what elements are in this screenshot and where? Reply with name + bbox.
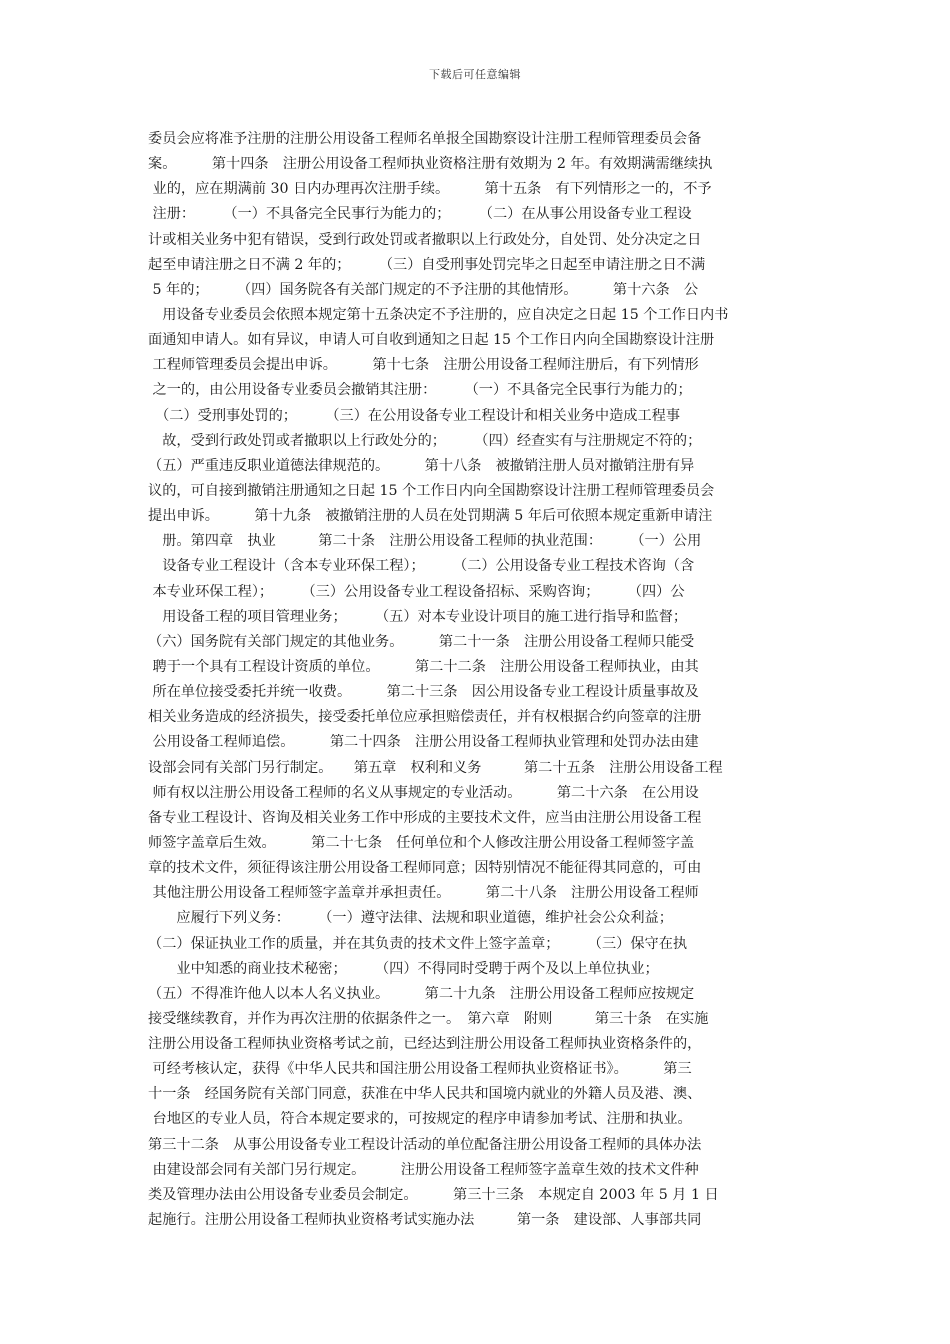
document-line: 接受继续教育，并作为再次注册的依据条件之一。 第六章 附则 第三十条 在实施 <box>148 1010 709 1027</box>
document-line: 起施行。注册公用设备工程师执业资格考试实施办法 第一条 建设部、人事部共同 <box>148 1212 702 1229</box>
document-line: 台地区的专业人员，符合本规定要求的，可按规定的程序申请参加考试、注册和执业。 <box>148 1111 692 1128</box>
document-line: 所在单位接受委托并统一收费。 第二十三条 因公用设备专业工程设计质量事故及 <box>148 684 699 701</box>
document-line: 工程师管理委员会提出申诉。 第十七条 注册公用设备工程师注册后，有下列情形 <box>148 357 699 374</box>
document-line: 设备专业工程设计（含本专业环保工程）； （二）公用设备专业工程技术咨询（含 <box>148 558 695 575</box>
document-line: 章的技术文件，须征得该注册公用设备工程师同意；因特别情况不能征得其同意的，可由 <box>148 860 702 877</box>
document-line: 业中知悉的商业技术秘密； （四）不得同时受聘于两个及以上单位执业； <box>148 960 659 977</box>
document-line: 提出申诉。 第十九条 被撤销注册的人员在处罚期满 5 年后可依照本规定重新申请注 <box>148 508 713 525</box>
document-line: 设部会同有关部门另行制定。 第五章 权利和义务 第二十五条 注册公用设备工程 <box>148 759 723 776</box>
document-line: （二）受刑事处罚的； （三）在公用设备专业工程设计和相关业务中造成工程事 <box>148 407 681 424</box>
document-line: 由建设部会同有关部门另行规定。 注册公用设备工程师签字盖章生效的技术文件种 <box>148 1161 699 1178</box>
document-line: （六）国务院有关部门规定的其他业务。 第二十一条 注册公用设备工程师只能受 <box>148 633 695 650</box>
page-header: 下载后可任意编辑 <box>429 68 521 81</box>
document-line: 聘于一个具有工程设计资质的单位。 第二十二条 注册公用设备工程师执业，由其 <box>148 658 699 675</box>
document-line: 师签字盖章后生效。 第二十七条 任何单位和个人修改注册公用设备工程师签字盖 <box>148 834 695 851</box>
document-line: 委员会应将准予注册的注册公用设备工程师名单报全国勘察设计注册工程师管理委员会备 <box>148 131 702 147</box>
document-line: 议的，可自接到撤销注册通知之日起 15 个工作日内向全国勘察设计注册工程师管理委员会 <box>148 482 715 499</box>
document-line: 应履行下列义务： （一）遵守法律、法规和职业道德，维护社会公众利益； <box>148 910 673 927</box>
document-line: 十一条 经国务院有关部门同意，获准在中华人民共和国境内就业的外籍人员及港、澳、 <box>148 1086 702 1103</box>
document-line: 案。 第十四条 注册公用设备工程师执业资格注册有效期为 2 年。有效期满需继续执 <box>148 156 713 173</box>
document-line: 之一的，由公用设备专业委员会撤销其注册： （一）不具备完全民事行为能力的； <box>148 382 692 399</box>
document-line: （二）保证执业工作的质量，并在其负责的技术文件上签字盖章； （三）保守在执 <box>148 935 688 952</box>
document-line: 5 年的； （四）国务院各有关部门规定的不予注册的其他情形。 第十六条 公 <box>148 281 699 298</box>
document-line: 公用设备工程师追偿。 第二十四条 注册公用设备工程师执业管理和处罚办法由建 <box>148 734 699 751</box>
document-line: 备专业工程设计、咨询及相关业务工作中形成的主要技术文件，应当由注册公用设备工程 <box>148 809 702 826</box>
document-line: 册。第四章 执业 第二十条 注册公用设备工程师的执业范围： （一）公用 <box>148 533 702 550</box>
document-line: 注册公用设备工程师执业资格考试之前，已经达到注册公用设备工程师执业资格条件的， <box>148 1036 702 1053</box>
document-line: 故，受到行政处罚或者撤职以上行政处分的； （四）经查实有与注册规定不符的； <box>148 432 702 449</box>
document-line: （五）不得准许他人以本人名义执业。 第二十九条 注册公用设备工程师应按规定 <box>148 985 695 1002</box>
document-line: 其他注册公用设备工程师签字盖章并承担责任。 第二十八条 注册公用设备工程师 <box>148 885 699 902</box>
document-line: 用设备专业委员会依照本规定第十五条决定不予注册的，应自决定之日起 15 个工作日内书 <box>148 306 729 323</box>
document-line: （五）严重违反职业道德法律规范的。 第十八条 被撤销注册人员对撤销注册有异 <box>148 457 695 474</box>
document-line: 业的，应在期满前 30 日内办理再次注册手续。 第十五条 有下列情形之一的，不予 <box>148 181 712 198</box>
document-line: 类及管理办法由公用设备专业委员会制定。 第三十三条 本规定自 2003 年 5 月 1 日 <box>148 1186 719 1203</box>
document-line: 起至申请注册之日不满 2 年的； （三）自受刑事处罚完毕之日起至申请注册之日不满 <box>148 256 706 273</box>
document-body <box>148 127 804 1233</box>
document-line: 第三十二条 从事公用设备专业工程设计活动的单位配备注册公用设备工程师的具体办法 <box>148 1136 702 1153</box>
document-line: 计或相关业务中犯有错误，受到行政处罚或者撤职以上行政处分，自处罚、处分决定之日 <box>148 231 702 248</box>
document-line: 用设备工程的项目管理业务； （五）对本专业设计项目的施工进行指导和监督； <box>148 608 688 625</box>
document-line: 师有权以注册公用设备工程师的名义从事规定的专业活动。 第二十六条 在公用设 <box>148 784 699 801</box>
document-line: 本专业环保工程）； （三）公用设备专业工程设备招标、采购咨询； （四）公 <box>148 583 685 600</box>
document-line: 面通知申请人。如有异议，申请人可自收到通知之日起 15 个工作日内向全国勘察设计注册 <box>148 332 715 349</box>
document-line: 可经考核认定，获得《中华人民共和国注册公用设备工程师执业资格证书》。 第三 <box>148 1061 692 1078</box>
document-line: 注册： （一）不具备完全民事行为能力的； （二）在从事公用设备专业工程设 <box>148 206 692 223</box>
document-line: 相关业务造成的经济损失，接受委托单位应承担赔偿责任，并有权根据合约向签章的注册 <box>148 709 702 726</box>
